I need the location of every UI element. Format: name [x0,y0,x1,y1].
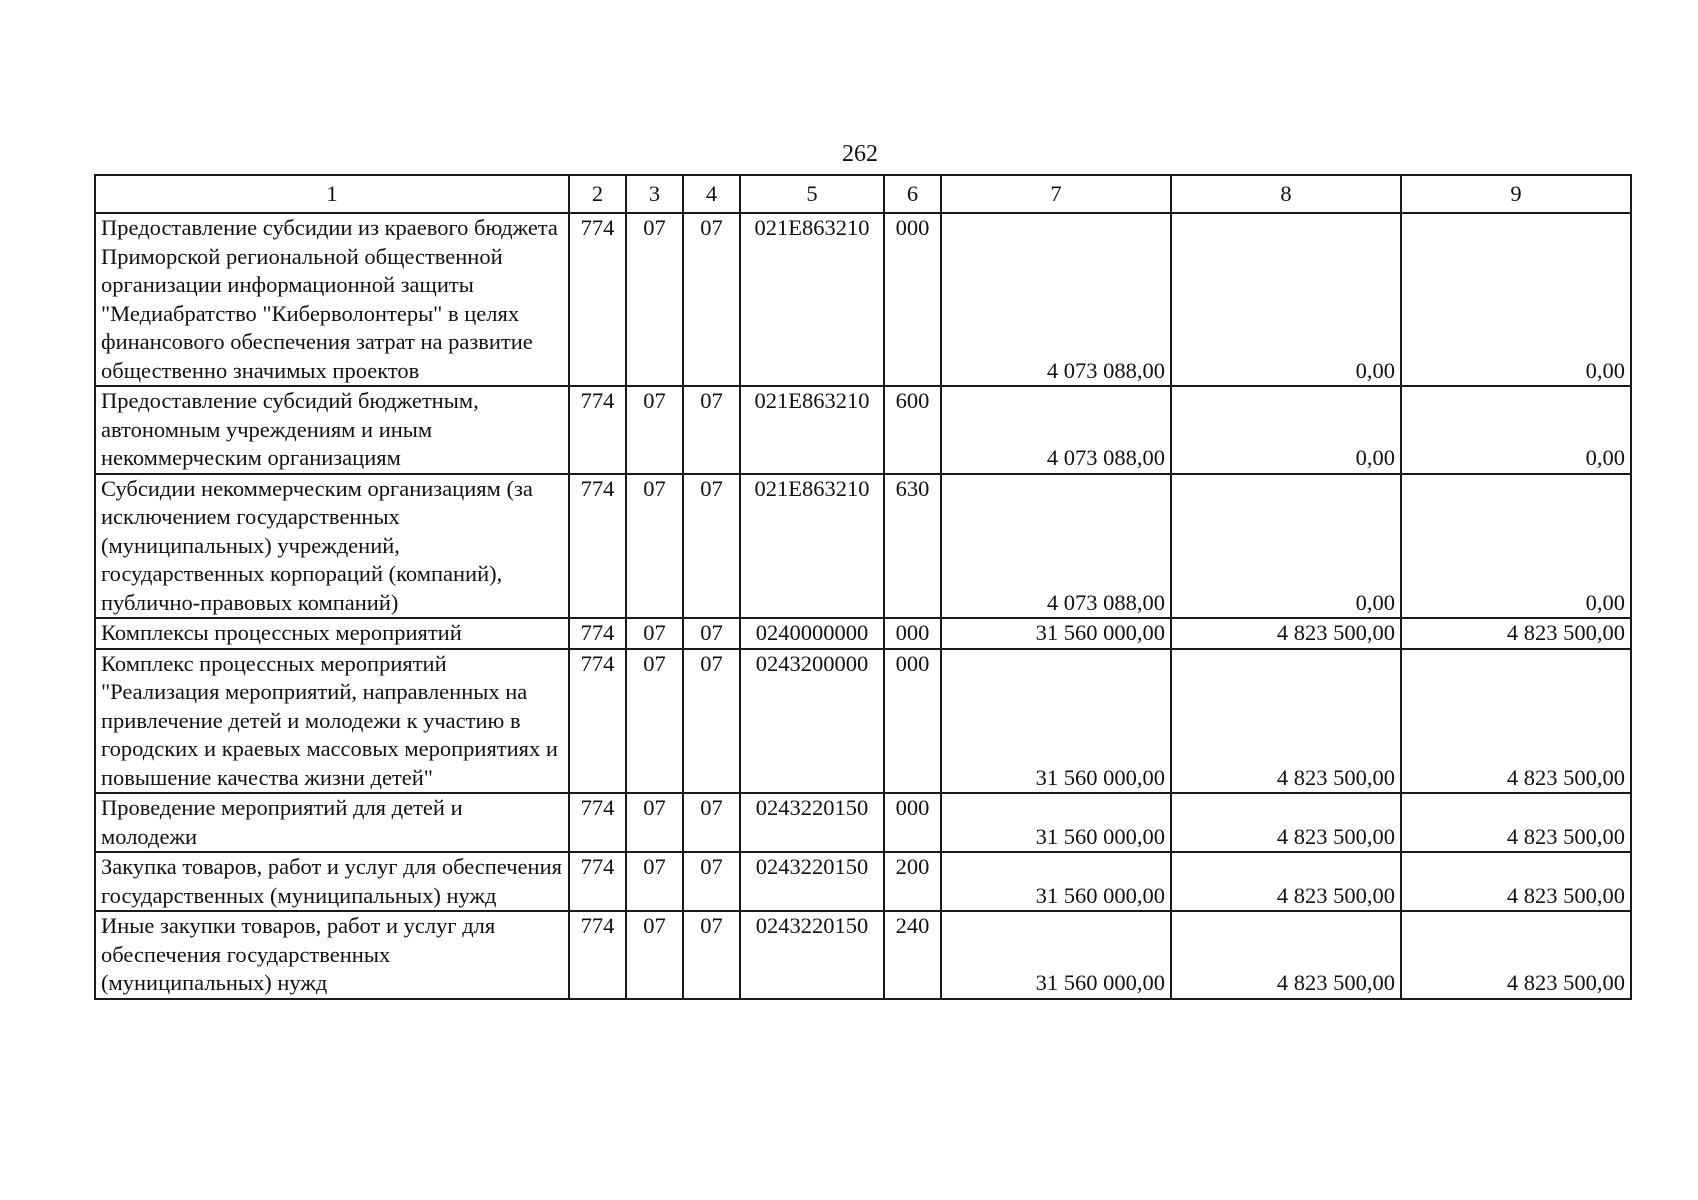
target-article-cell: 0243220150 [740,793,884,852]
subsection-cell: 07 [683,911,740,999]
section-cell: 07 [626,911,683,999]
expense-type-cell: 000 [884,213,941,386]
row-name-cell: Предоставление субсидии из краевого бюджета Приморской региональной общественной организации информационной защиты "Медиабратство "Киберволонтеры" в целях финансового обеспечения затрат на развитие общественно значимых проектов [95,213,569,386]
target-article-cell: 021Е863210 [740,213,884,386]
expense-type-cell: 240 [884,911,941,999]
target-article-cell: 0240000000 [740,618,884,649]
table-row [95,911,1631,999]
amount-col9-cell: 4 823 500,00 [1401,911,1631,999]
expense-type-cell: 200 [884,852,941,911]
column-header: 2 [569,175,626,213]
amount-col9-cell: 0,00 [1401,213,1631,386]
amount-col7-cell: 31 560 000,00 [941,649,1171,794]
row-name-cell: Субсидии некоммерческим организациям (за исключением государственных (муниципальных) учреждений, государственных корпораций (компаний), публично-правовых компаний) [95,474,569,619]
ministry-code-cell: 774 [569,618,626,649]
ministry-code-cell: 774 [569,649,626,794]
ministry-code-cell: 774 [569,911,626,999]
table-row [95,852,1631,911]
ministry-code-cell: 774 [569,386,626,474]
subsection-cell: 07 [683,474,740,619]
row-name-cell: Комплексы процессных мероприятий [95,618,569,649]
amount-col9-cell: 4 823 500,00 [1401,793,1631,852]
table-row [95,793,1631,852]
section-cell: 07 [626,793,683,852]
target-article-cell: 0243220150 [740,852,884,911]
target-article-cell: 021Е863210 [740,474,884,619]
expense-type-cell: 600 [884,386,941,474]
subsection-cell: 07 [683,793,740,852]
amount-col8-cell: 4 823 500,00 [1171,618,1401,649]
target-article-cell: 021Е863210 [740,386,884,474]
section-cell: 07 [626,386,683,474]
amount-col8-cell: 4 823 500,00 [1171,649,1401,794]
row-name-cell: Проведение мероприятий для детей и молодежи [95,793,569,852]
amount-col7-cell: 4 073 088,00 [941,474,1171,619]
ministry-code-cell: 774 [569,793,626,852]
amount-col8-cell: 4 823 500,00 [1171,793,1401,852]
amount-col7-cell: 31 560 000,00 [941,911,1171,999]
subsection-cell: 07 [683,386,740,474]
amount-col9-cell: 4 823 500,00 [1401,852,1631,911]
subsection-cell: 07 [683,649,740,794]
amount-col9-cell: 0,00 [1401,386,1631,474]
column-header: 3 [626,175,683,213]
expense-type-cell: 000 [884,649,941,794]
page-number: 262 [842,141,878,167]
section-cell: 07 [626,618,683,649]
amount-col9-cell: 0,00 [1401,474,1631,619]
column-header: 7 [941,175,1171,213]
table-row [95,386,1631,474]
column-header: 5 [740,175,884,213]
subsection-cell: 07 [683,852,740,911]
column-header: 6 [884,175,941,213]
column-header: 4 [683,175,740,213]
row-name-cell: Закупка товаров, работ и услуг для обеспечения государственных (муниципальных) нужд [95,852,569,911]
section-cell: 07 [626,213,683,386]
ministry-code-cell: 774 [569,474,626,619]
section-cell: 07 [626,474,683,619]
amount-col7-cell: 31 560 000,00 [941,793,1171,852]
row-name-cell: Комплекс процессных мероприятий "Реализация мероприятий, направленных на привлечение детей и молодежи к участию в городских и краевых массовых мероприятиях и повышение качества жизни детей" [95,649,569,794]
amount-col9-cell: 4 823 500,00 [1401,618,1631,649]
column-header: 1 [95,175,569,213]
amount-col8-cell: 0,00 [1171,386,1401,474]
amount-col7-cell: 31 560 000,00 [941,618,1171,649]
target-article-cell: 0243200000 [740,649,884,794]
expense-type-cell: 000 [884,618,941,649]
budget-table [94,174,1632,1000]
row-name-cell: Иные закупки товаров, работ и услуг для обеспечения государственных (муниципальных) нужд [95,911,569,999]
subsection-cell: 07 [683,618,740,649]
amount-col7-cell: 31 560 000,00 [941,852,1171,911]
section-cell: 07 [626,852,683,911]
table-row [95,618,1631,649]
table-row [95,474,1631,619]
row-name-cell: Предоставление субсидий бюджетным, автономным учреждениям и иным некоммерческим организациям [95,386,569,474]
column-header: 8 [1171,175,1401,213]
amount-col7-cell: 4 073 088,00 [941,213,1171,386]
amount-col8-cell: 0,00 [1171,474,1401,619]
amount-col8-cell: 4 823 500,00 [1171,911,1401,999]
ministry-code-cell: 774 [569,852,626,911]
amount-col9-cell: 4 823 500,00 [1401,649,1631,794]
ministry-code-cell: 774 [569,213,626,386]
header-row [95,175,1631,213]
table-row [95,649,1631,794]
section-cell: 07 [626,649,683,794]
subsection-cell: 07 [683,213,740,386]
column-header: 9 [1401,175,1631,213]
expense-type-cell: 000 [884,793,941,852]
target-article-cell: 0243220150 [740,911,884,999]
amount-col8-cell: 0,00 [1171,213,1401,386]
expense-type-cell: 630 [884,474,941,619]
table-row [95,213,1631,386]
amount-col7-cell: 4 073 088,00 [941,386,1171,474]
amount-col8-cell: 4 823 500,00 [1171,852,1401,911]
